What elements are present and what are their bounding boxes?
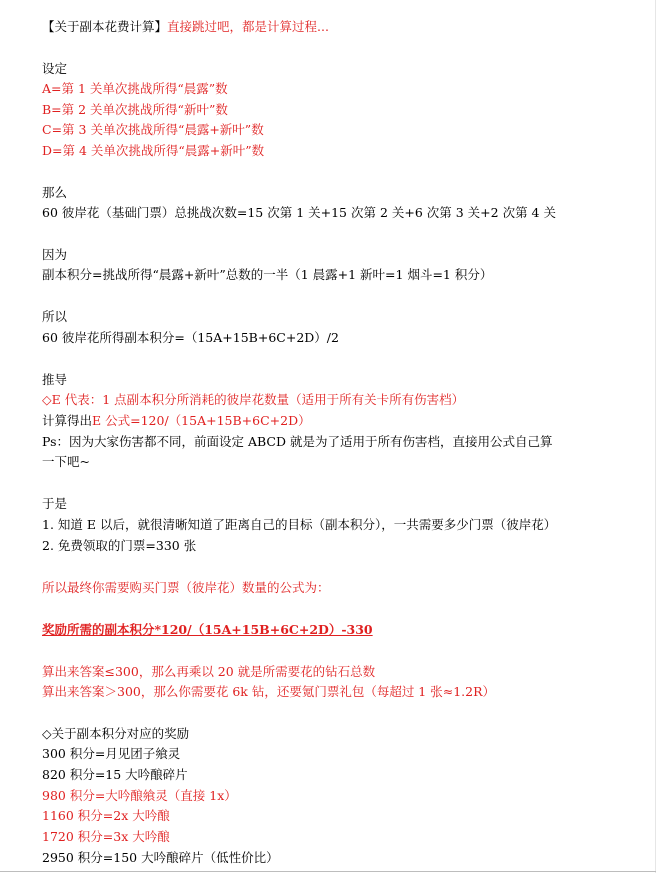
calc-formula: E 公式=120/（15A+15B+6C+2D） bbox=[92, 413, 311, 428]
reward-item-820: 820 积分=15 大吟酿碎片 bbox=[42, 767, 188, 782]
then2-item-1: 1. 知道 E 以后，就很清晰知道了距离自己的目标（副本积分），一共需要多少门票（彼岸花） bbox=[42, 517, 557, 532]
reward-item-1720: 1720 积分=3x 大吟酿 bbox=[42, 829, 170, 844]
then2-item-2: 2. 免费领取的门票=330 张 bbox=[42, 538, 197, 553]
then2-heading: 于是 bbox=[42, 496, 68, 511]
rewards-heading: ◇关于副本积分对应的奖励 bbox=[42, 726, 190, 741]
calc-line bbox=[42, 411, 311, 431]
bottom-border bbox=[0, 871, 656, 872]
setting-item-b: B=第 2 关单次挑战所得“新叶”数 bbox=[42, 102, 228, 117]
title-bracket: 【关于副本花费计算】 bbox=[42, 19, 168, 34]
then-text: 60 彼岸花（基础门票）总挑战次数=15 次第 1 关+15 次第 2 关+6 次第 3 关+2 次第 4 关 bbox=[42, 205, 556, 220]
setting-item-a: A=第 1 关单次挑战所得“晨露”数 bbox=[42, 81, 228, 96]
final-formula: 奖励所需的副本积分*120/（15A+15B+6C+2D）-330 bbox=[42, 622, 373, 637]
answer-line-2: 算出来答案＞300，那么你需要花 6k 钻，还要氪门票礼包（每超过 1 张≈1.2R） bbox=[42, 684, 495, 699]
final-intro: 所以最终你需要购买门票（彼岸花）数量的公式为： bbox=[42, 580, 330, 595]
calc-prefix: 计算得出 bbox=[42, 413, 93, 428]
because-text: 副本积分=挑战所得“晨露+新叶”总数的一半（1 晨露+1 新叶=1 烟斗=1 积分） bbox=[42, 267, 493, 282]
setting-heading: 设定 bbox=[42, 61, 68, 76]
reward-item-300: 300 积分=月见团子飨灵 bbox=[42, 746, 181, 761]
doc-title bbox=[42, 17, 329, 37]
ps-line-1: Ps：因为大家伤害都不同，前面设定 ABCD 就是为了适用于所有伤害档，直接用公式自己算 bbox=[42, 434, 553, 449]
setting-item-c: C=第 3 关单次挑战所得“晨露+新叶”数 bbox=[42, 122, 264, 137]
ps-line-2: 一下吧~ bbox=[42, 454, 90, 469]
setting-item-d: D=第 4 关单次挑战所得“晨露+新叶”数 bbox=[42, 143, 265, 158]
so-text: 60 彼岸花所得副本积分=（15A+15B+6C+2D）/2 bbox=[42, 330, 339, 345]
answer-line-1: 算出来答案≤300，那么再乘以 20 就是所需要花的钻石总数 bbox=[42, 664, 376, 679]
so-heading: 所以 bbox=[42, 309, 68, 324]
reward-item-1160: 1160 积分=2x 大吟酿 bbox=[42, 808, 170, 823]
reward-item-980: 980 积分=大吟酿飨灵（直接 1x） bbox=[42, 788, 237, 803]
because-heading: 因为 bbox=[42, 247, 68, 262]
title-note: 直接跳过吧，都是计算过程... bbox=[167, 19, 329, 34]
e-definition: ◇E 代表：1 点副本积分所消耗的彼岸花数量（适用于所有关卡所有伤害档） bbox=[42, 392, 465, 407]
derive-heading: 推导 bbox=[42, 372, 68, 387]
then-heading: 那么 bbox=[42, 185, 68, 200]
reward-item-2950: 2950 积分=150 大吟酿碎片（低性价比） bbox=[42, 850, 279, 865]
